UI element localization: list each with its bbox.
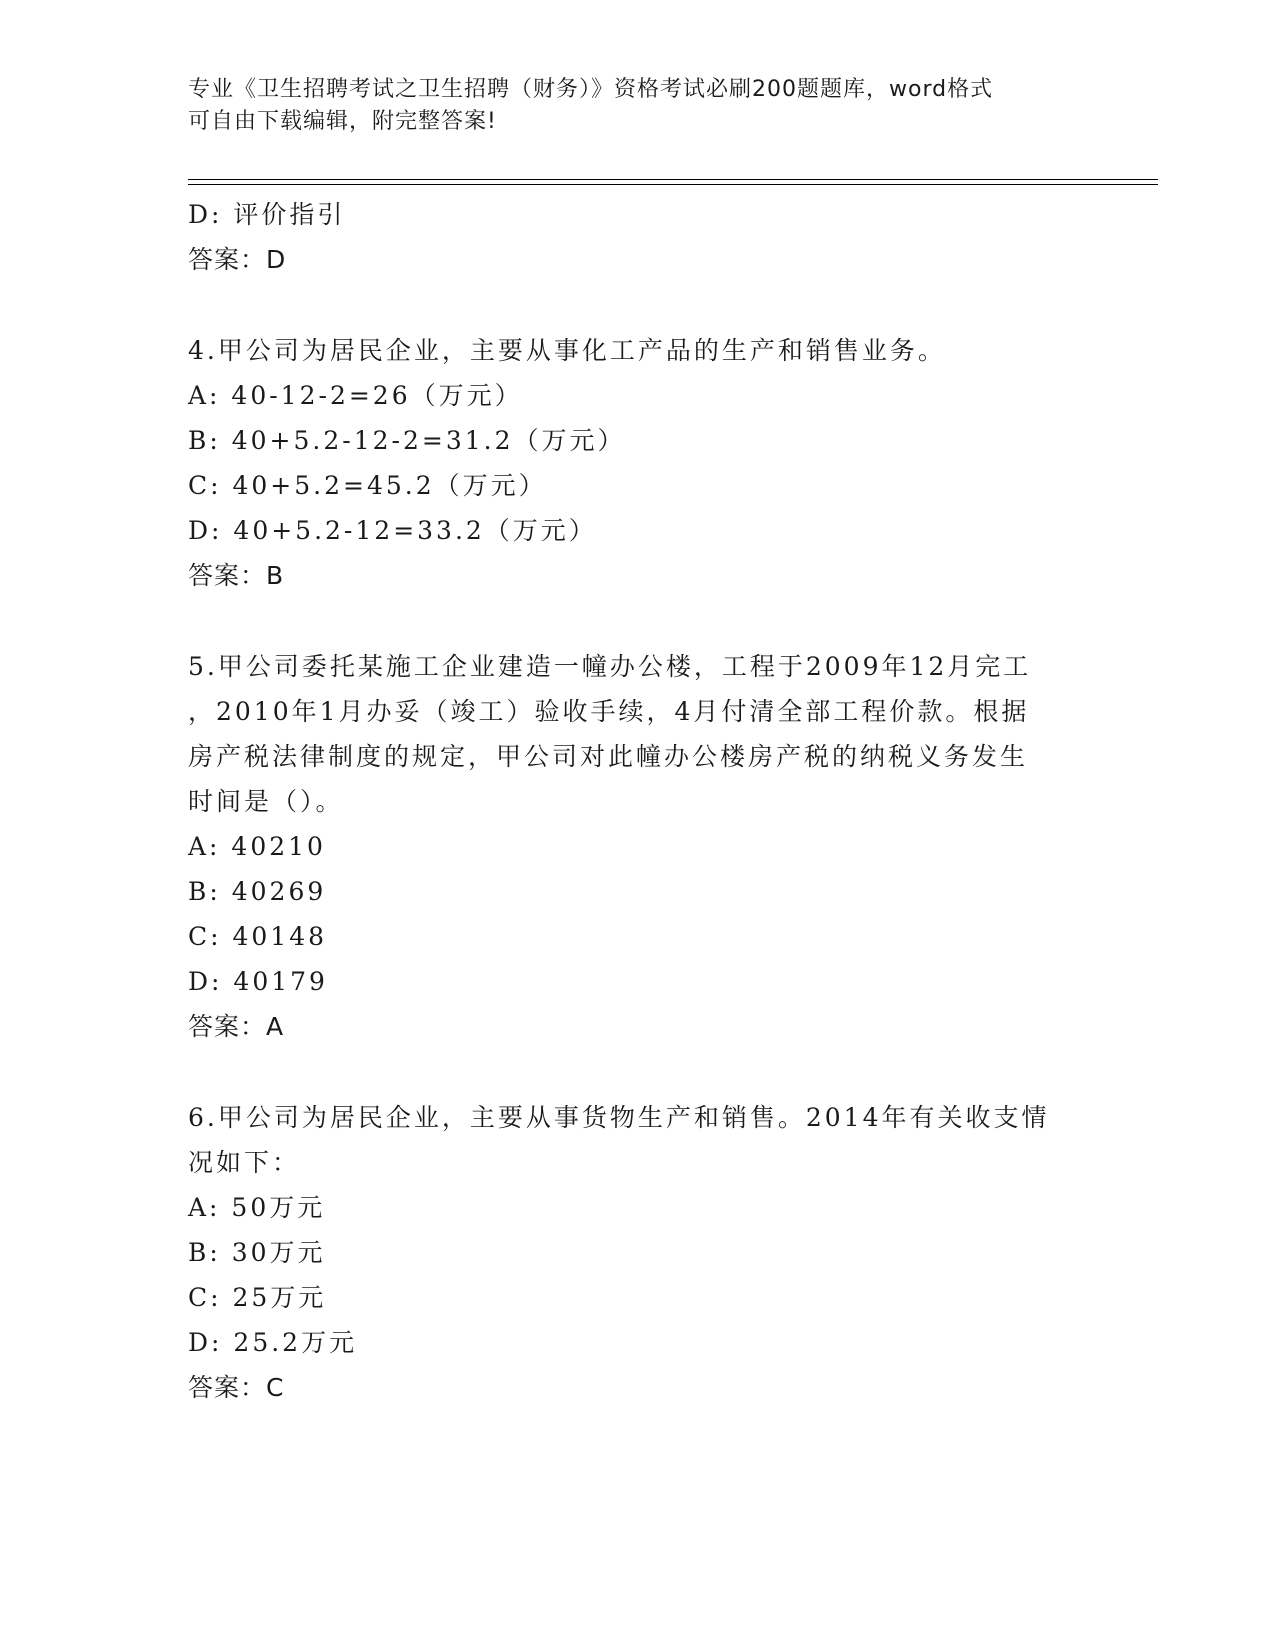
option-a: A: 50万元: [188, 1193, 326, 1222]
option-d: D: 40179: [188, 967, 328, 996]
question-5: [188, 644, 1068, 1049]
document-body: [188, 192, 1068, 1410]
spacer: [188, 1049, 1068, 1095]
option-c: C: 25万元: [188, 1283, 327, 1312]
header-divider-bottom: [188, 184, 1158, 185]
previous-question-tail: [188, 192, 1068, 282]
option-a: A: 40210: [188, 832, 326, 861]
spacer: [188, 282, 1068, 328]
answer-line: 答案：C: [188, 1373, 285, 1402]
option-b: B: 40+5.2-12-2=31.2（万元）: [188, 426, 626, 455]
document-header: [188, 74, 1068, 138]
option-c: C: 40148: [188, 922, 328, 951]
option-d: D: 25.2万元: [188, 1328, 358, 1357]
option-d: D: 40+5.2-12=33.2（万元）: [188, 516, 597, 545]
option-b: B: 30万元: [188, 1238, 326, 1267]
answer-line: 答案：B: [188, 561, 285, 590]
answer-line: 答案：D: [188, 245, 287, 274]
option-a: A: 40-12-2=26（万元）: [188, 381, 523, 410]
question-4: [188, 328, 1068, 598]
answer-line: 答案：A: [188, 1012, 285, 1041]
header-divider-top: [188, 179, 1158, 180]
option-b: B: 40269: [188, 877, 327, 906]
spacer: [188, 598, 1068, 644]
header-line-1: 专业《卫生招聘考试之卫生招聘（财务）》资格考试必刷200题题库，word格式: [188, 77, 994, 102]
question-text: 4.甲公司为居民企业，主要从事化工产品的生产和销售业务。: [188, 336, 946, 365]
question-text: 6.甲公司为居民企业，主要从事货物生产和销售。2014年有关收支情 况如下：: [188, 1103, 1050, 1177]
question-text: 5.甲公司委托某施工企业建造一幢办公楼，工程于2009年12月完工 ，2010年1月办妥（竣工）验收手续，4月付清全部工程价款。根据 房产税法律制度的规定，甲公司对此幢办公楼房产税的纳税义务发生 时间是（）。: [188, 652, 1032, 816]
question-6: [188, 1095, 1068, 1410]
option-d: D: 评价指引: [188, 200, 346, 229]
option-c: C: 40+5.2=45.2（万元）: [188, 471, 547, 500]
header-line-2: 可自由下载编辑，附完整答案!: [188, 109, 497, 134]
